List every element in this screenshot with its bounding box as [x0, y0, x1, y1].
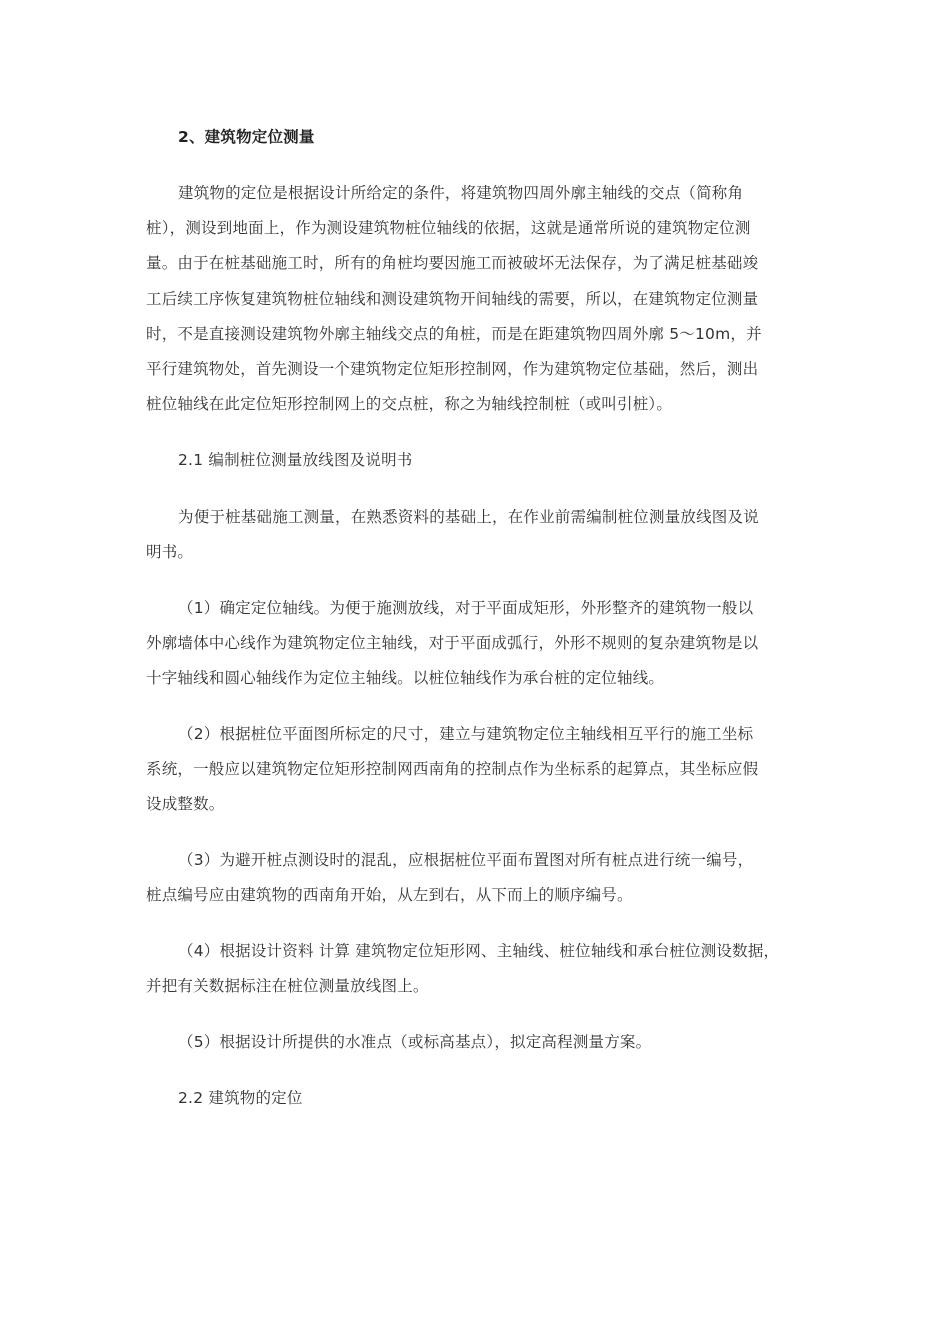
list-item-line: 设成整数。: [146, 795, 225, 813]
paragraph-line: 量。由于在桩基础施工时，所有的角桩均要因施工而被破坏无法保存，为了满足桩基础竣: [146, 254, 759, 272]
list-item-line: （4）根据设计资料 计算 建筑物定位矩形网、主轴线、桩位轴线和承台桩位测设数据，: [178, 942, 780, 960]
list-item-line: 外廓墙体中心线作为建筑物定位主轴线，对于平面成弧行，外形不规则的复杂建筑物是以: [146, 634, 759, 652]
paragraph-line: 明书。: [146, 543, 194, 561]
list-item-line: （1）确定定位轴线。为便于施测放线，对于平面成矩形，外形整齐的建筑物一般以: [178, 599, 754, 617]
paragraph-line: 桩），测设到地面上，作为测设建筑物桩位轴线的依据，这就是通常所说的建筑物定位测: [146, 219, 751, 237]
list-item-line: 系统，一般应以建筑物定位矩形控制网西南角的控制点作为坐标系的起算点，其坐标应假: [146, 760, 759, 778]
subheading-2-2: 2.2 建筑物的定位: [178, 1089, 303, 1107]
paragraph-line: 工后续工序恢复建筑物桩位轴线和测设建筑物开间轴线的需要，所以，在建筑物定位测量: [146, 290, 759, 308]
section-heading: 2、建筑物定位测量: [178, 128, 315, 146]
list-item-line: 并把有关数据标注在桩位测量放线图上。: [146, 977, 429, 995]
list-item-line: （3）为避开桩点测设时的混乱，应根据桩位平面布置图对所有桩点进行统一编号，: [178, 851, 754, 869]
list-item-line: 十字轴线和圆心轴线作为定位主轴线。以桩位轴线作为承台桩的定位轴线。: [146, 669, 665, 687]
paragraph-line: 桩位轴线在此定位矩形控制网上的交点桩，称之为轴线控制桩（或叫引桩）。: [146, 395, 673, 413]
list-item-line: （2）根据桩位平面图所标定的尺寸，建立与建筑物定位主轴线相互平行的施工坐标: [178, 725, 754, 743]
list-item-line: 桩点编号应由建筑物的西南角开始，从左到右，从下而上的顺序编号。: [146, 886, 633, 904]
paragraph-line: 为便于桩基础施工测量，在熟悉资料的基础上，在作业前需编制桩位测量放线图及说: [178, 508, 759, 526]
paragraph-line: 平行建筑物处，首先测设一个建筑物定位矩形控制网，作为建筑物定位基础，然后，测出: [146, 360, 759, 378]
paragraph-line: 建筑物的定位是根据设计所给定的条件，将建筑物四周外廓主轴线的交点（简称角: [178, 184, 744, 202]
paragraph-line: 时，不是直接测设建筑物外廓主轴线交点的角桩，而是在距建筑物四周外廓 5～10m，并: [146, 325, 762, 343]
list-item-line: （5）根据设计所提供的水准点（或标高基点），拟定高程测量方案。: [178, 1033, 652, 1051]
subheading-2-1: 2.1 编制桩位测量放线图及说明书: [178, 451, 413, 469]
